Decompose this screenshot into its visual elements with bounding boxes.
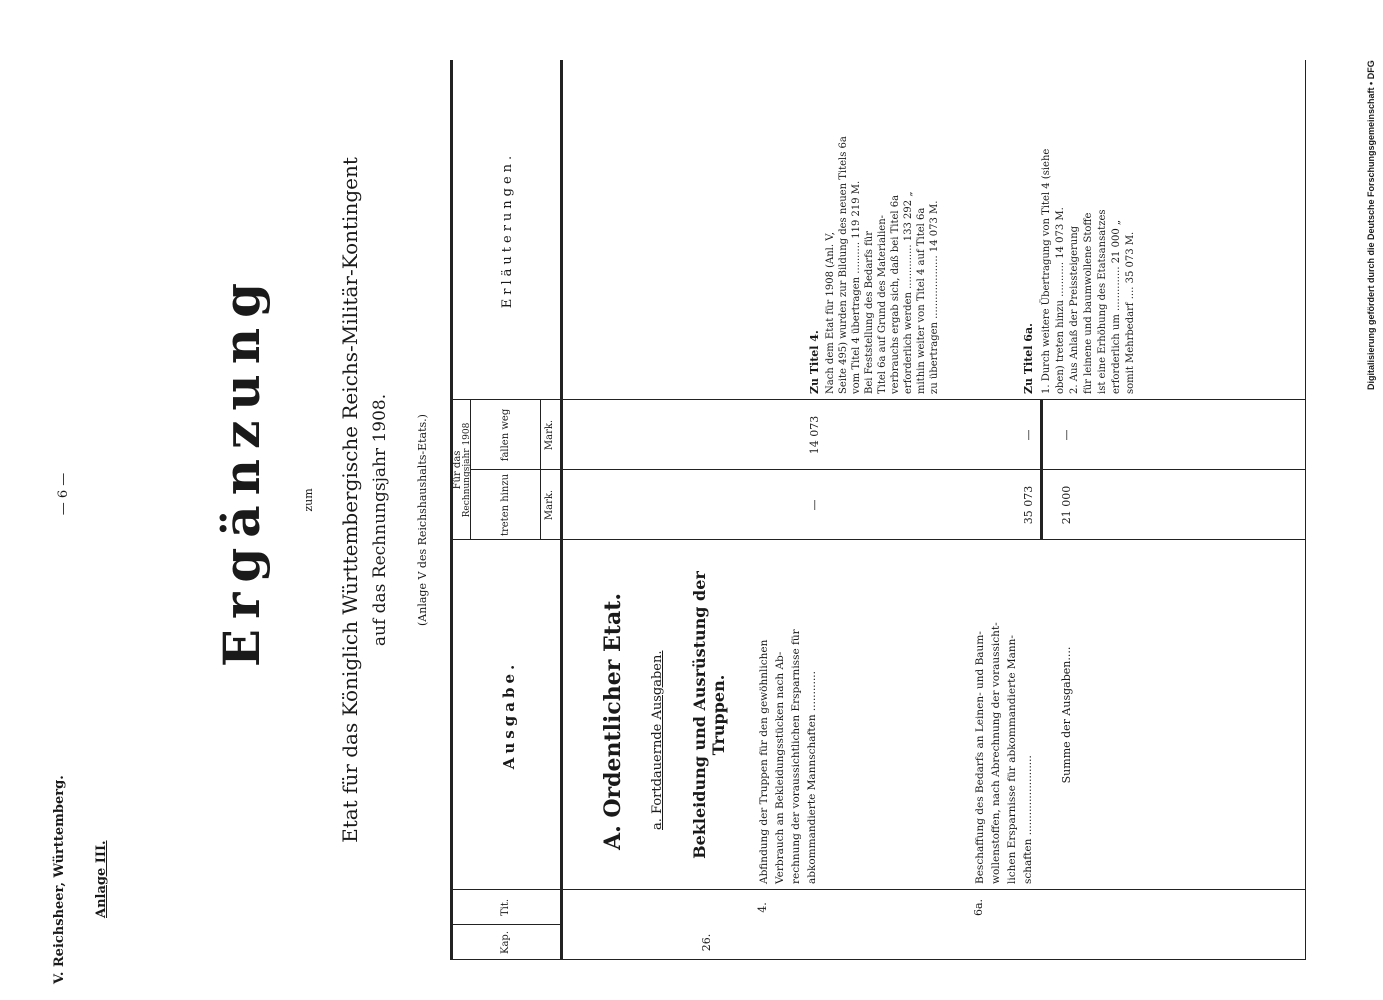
kap-value: 26.: [700, 933, 713, 952]
row-2-ausgabe-line: wollenstoffen, nach Abrechnung der voraussicht-: [990, 622, 1002, 884]
sum-separator-line: [1040, 400, 1043, 540]
row-1-erlaeuterung-line: zu übertragen .................... 14 073 M.: [929, 200, 940, 394]
row-2-ausgabe-line: schaften ........................: [1022, 755, 1034, 884]
row-1-erlaeuterung-line: vom Titel 4 übertragen .......... 119 219 M.: [851, 180, 862, 394]
header-treten-hinzu: treten hinzu: [500, 473, 511, 537]
title-line-2: auf das Rechnungsjahr 1908.: [370, 393, 390, 647]
section-group-heading: Bekleidung und Ausrüstung der Truppen.: [690, 571, 728, 859]
sum-fallen-weg: —: [1060, 429, 1073, 441]
row-1-erlaeuterung: [824, 64, 941, 394]
row-1-erlaeuterung-line: erforderlich werden .............. 133 292 „: [903, 191, 914, 394]
row-1-ausgabe: [756, 544, 820, 884]
header-ausgabe: Ausgabe.: [500, 660, 518, 770]
dfg-note-container: [1362, 0, 1383, 1000]
title-zum: zum: [302, 488, 315, 512]
row-2-ausgabe-line: Beschaffung des Bedarfs an Leinen- und Baum-: [974, 631, 986, 884]
sum-treten-hinzu: 21 000: [1060, 485, 1073, 525]
sum-label: Summe der Ausgaben....: [1060, 646, 1073, 784]
row-1-treten-hinzu: —: [808, 499, 821, 511]
row-1-erlaeuterung-heading: Zu Titel 4.: [808, 330, 821, 394]
row-2-erlaeuterung-line: ist eine Erhöhung des Etatsansatzes: [1097, 209, 1108, 394]
row-1-fallen-weg: 14 073: [808, 415, 821, 455]
table-left-border: [450, 959, 1305, 960]
header-fallen-weg: fallen weg: [500, 408, 511, 462]
header-rechnungsjahr-line1: Für das: [452, 450, 463, 490]
title-line-3: (Anlage V des Reichshaushalts-Etats.): [416, 414, 429, 626]
document-main-title: Ergänzung: [212, 272, 271, 668]
dfg-note-inner: [1362, 0, 1383, 1000]
section-a-subheading: a. Fortdauernde Ausgaben.: [650, 650, 665, 830]
row-2-erlaeuterung: [1040, 64, 1138, 394]
header-kap: Kap.: [500, 931, 511, 955]
header-mark-1: Mark.: [544, 489, 555, 521]
row-1-erlaeuterung-line: Bei Feststellung des Bedarfs für: [864, 230, 875, 394]
row-2-erlaeuterung-heading: Zu Titel 6a.: [1022, 323, 1035, 394]
row-1-ausgabe-line: Verbrauch an Bekleidungsstücken nach Ab-: [774, 651, 786, 884]
title-line-1: Etat für das Königlich Württembergische Reichs-Militär-Kontingent: [338, 157, 362, 843]
row-2-treten-hinzu: 35 073: [1022, 485, 1035, 525]
row-1-ausgabe-line: abkommandierte Mannschaften ............: [806, 671, 818, 884]
section-a-heading: A. Ordentlicher Etat.: [600, 592, 626, 850]
dfg-note-text: Digitalisierung gefördert durch die Deutsche Forschungsgemeinschaft • DFG: [1366, 60, 1376, 390]
row-2-erlaeuterung-line: für leinene und baumwollene Stoffe: [1083, 212, 1094, 394]
row-2-ausgabe: [972, 544, 1036, 884]
col-divider-amounts-erlaeuterung: [450, 399, 1305, 400]
row-1-erlaeuterung-line: verbrauchs ergab sich, daß bei Titel 6a: [890, 194, 901, 394]
document-header-title: V. Reichsheer, Württemberg.: [52, 775, 67, 984]
table-header-bottom-border: [560, 60, 563, 960]
row-2-erlaeuterung-line: 2. Aus Anlaß der Preissteigerung: [1069, 225, 1080, 394]
row-1-erlaeuterung-line: Seite 495) wurden zur Bildung des neuen Titels 6a: [838, 136, 849, 394]
row-1-erlaeuterung-line: Nach dem Etat für 1908 (Anl. V,: [825, 232, 836, 394]
col-divider-tit-ausgabe: [450, 889, 1305, 890]
row-1-ausgabe-line: Abfindung der Truppen für den gewöhnlichen: [758, 639, 770, 884]
row-2-erlaeuterung-line: oben) treten hinzu ........... 14 073 M.: [1055, 207, 1066, 394]
row-2-erlaeuterung-line: somit Mehrbedarf .... 35 073 M.: [1125, 231, 1136, 394]
header-tit: Tit.: [500, 898, 511, 917]
row-1-ausgabe-line: rechnung der voraussichtlichen Ersparnisse für: [790, 629, 802, 884]
row-2-fallen-weg: —: [1022, 429, 1035, 441]
header-rechnungsjahr-line2: Rechnungsjahr 1908: [462, 422, 472, 518]
row-2-erlaeuterung-line: 1. Durch weitere Übertragung von Titel 4 (siehe: [1041, 148, 1052, 394]
row-1-tit: 4.: [756, 902, 769, 913]
col-divider-amounts: [470, 469, 1305, 470]
table-right-border: [1305, 60, 1306, 960]
row-2-erlaeuterung-line: erforderlich um .............. 21 000 „: [1111, 219, 1122, 394]
row-1-erlaeuterung-line: Titel 6a auf Grund des Materialien-: [877, 214, 888, 394]
col-divider-ausgabe-amounts: [450, 539, 1305, 540]
attachment-label: Anlage III.: [94, 840, 109, 918]
row-2-tit: 6a.: [972, 898, 985, 917]
header-mark-2: Mark.: [544, 419, 555, 451]
header-erlaeuterungen: Erläuterungen.: [500, 151, 515, 309]
amount-mark-line: [540, 400, 541, 540]
row-1-erlaeuterung-line: mithin weiter von Titel 4 auf Titel 6a: [916, 207, 927, 394]
row-2-ausgabe-line: lichen Ersparnisse für abkommandierte Mann-: [1006, 635, 1018, 884]
page-number: — 6 —: [56, 472, 71, 516]
